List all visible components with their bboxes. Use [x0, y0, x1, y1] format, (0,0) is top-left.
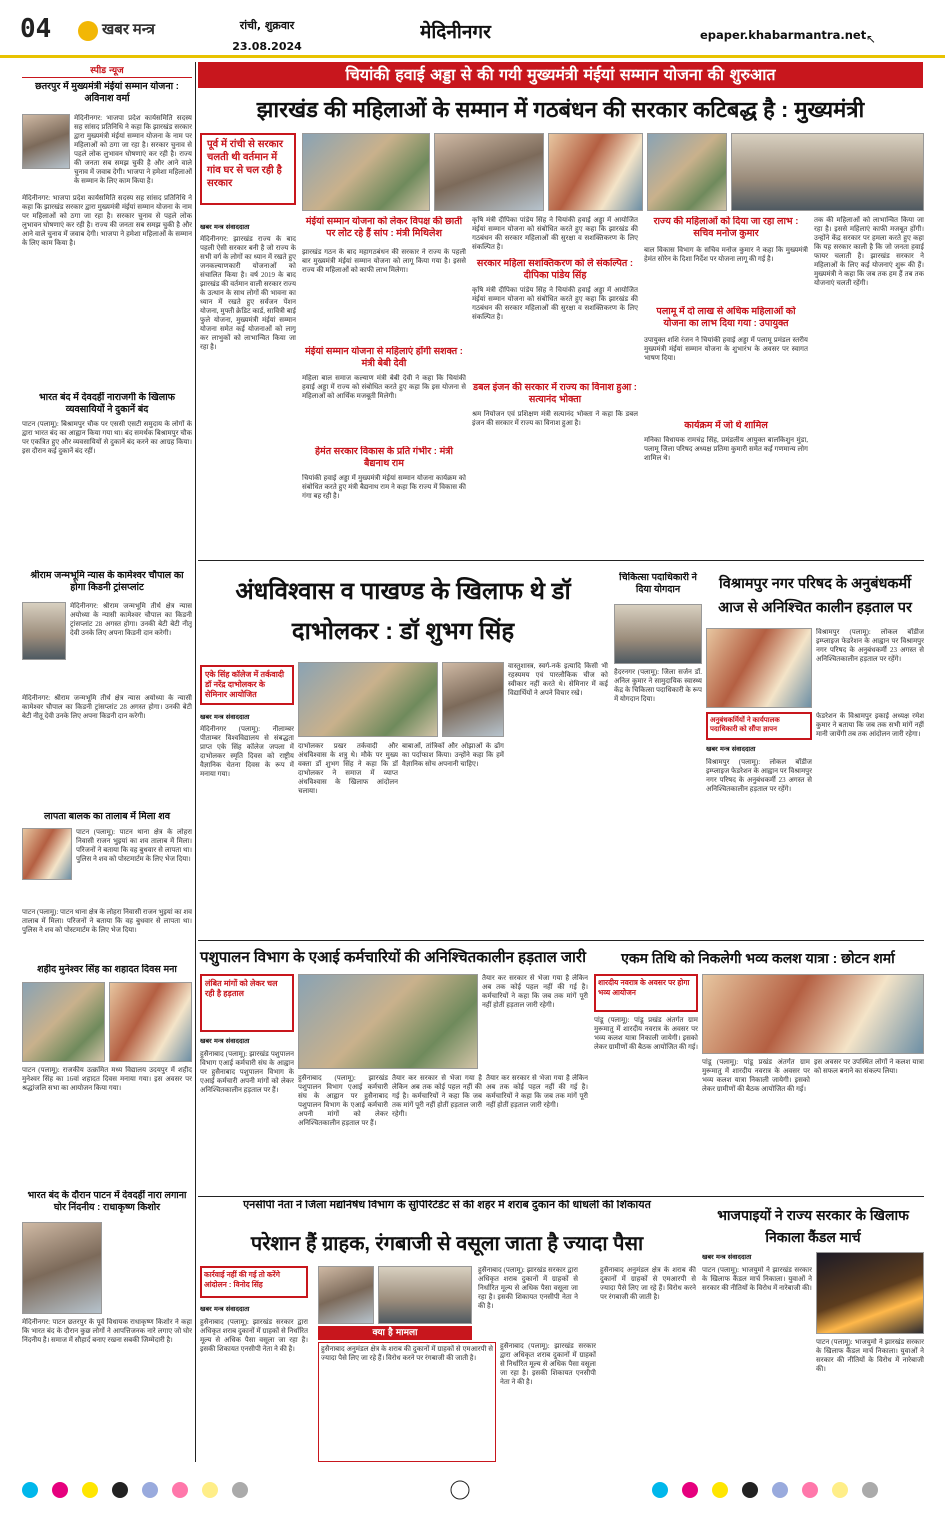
- registration-dot: [772, 1482, 788, 1498]
- photo-caption: अनुबंधकर्मियों ने कार्यपालक पदाधिकारी को सौंपा ज्ञापन: [706, 712, 812, 740]
- byline: खबर मन्त्र संवाददाता: [200, 713, 250, 721]
- headline: भारत बंद के दौरान पाटन में देवदहीं नारा लगाना घोर निंदनीय : राधाकृष्ण किशोर: [27, 1190, 187, 1213]
- registration-dot: [172, 1482, 188, 1498]
- article-body: महिला बाल समाज कल्याण मंत्री बेबी देवी ने कहा कि चियांकी हवाई अड्डा में राज्य को संबोधित करते हुए कहा कि इस योजना से महिलाओं को आर्थिक मजबूती मिलेगी।: [302, 374, 466, 400]
- article-body: मेदिनीनगर: भाजपा प्रदेश कार्यसमिति सदस्य सह सांसद प्रतिनिधि ने कहा कि झारखंड सरकार द्वारा मुख्यमंत्री मंईयां सम्मान योजना के नाम पर महिलाओं को ठगा जा रहा है। सरकार चुनाव से पहले लोक लुभावन घोषणाएं कर रही है। राज्य की जनता सब समझ चुकी है और आने वाले चुनाव में जवाब देगी। भाजपा ने हमेशा महिलाओं के सम्मान के लिए काम किया है।: [74, 114, 192, 185]
- registration-dot: [232, 1482, 248, 1498]
- crosshair-icon: [451, 1481, 469, 1499]
- article-body: तैयार कर सरकार से भेजा गया है लेकिन अब तक कोई पहल नहीं की गई है। कर्मचारियों ने कहा कि जब तक मांगें पूरी नहीं होतीं हड़ताल जारी रहेगी।: [486, 1074, 588, 1109]
- registration-dot: [142, 1482, 158, 1498]
- article-body: वास्तुशास्त्र, स्वर्ग-नर्क इत्यादि किसी भी रहस्यमय एवं पारलौकिक चीज को स्वीकार नहीं करते थे। सेमिनार में कई विद्यार्थियों ने अपने विचार रखे।: [508, 662, 608, 697]
- print-registration: [20, 1478, 925, 1502]
- pull-quote: एके सिंह कॉलेज में तर्कवादी डॉ नरेंद्र दाभोलकर के सेमिनार आयोजित: [200, 665, 294, 705]
- article-body: बाबाओं, तांत्रिकों और ओझाओं के ढोंग का पर्दाफाश किया। उन्होंने कहा कि हमें वैज्ञानिक सोच अपनानी चाहिए।: [402, 742, 504, 768]
- speed-news-tag: स्पीड न्यूज: [22, 64, 192, 78]
- sub-headline: मंईयां सम्मान योजना से महिलाएं होंगी सशक्त : मंत्री बेबी देवी: [305, 346, 463, 369]
- sub-headline: पलामू में दो लाख से अधिक महिलाओं को योजना का लाभ दिया गया : उपायुक्त: [656, 306, 796, 329]
- article-body: कृषि मंत्री दीपिका पांडेय सिंह ने चियांकी हवाई अड्डा में आयोजित मंईयां सम्मान योजना को संबोधित करते हुए कहा कि झारखंड की गठबंधन की सरकार महिलाओं की सुरक्षा व सशक्तिकरण के लिए संकल्पित है।: [472, 286, 638, 321]
- registration-dot: [712, 1482, 728, 1498]
- article-body: पाटन (पलामू): भाजयुमो ने झारखंड सरकार के खिलाफ कैंडल मार्च निकाला। युवाओं ने सरकार की नीतियों के विरोध में नारेबाजी की।: [816, 1338, 924, 1373]
- left-column: [22, 62, 192, 1462]
- article-body: हुसैनाबाद (पलामू): झारखंड पशुपालन विभाग एआई कर्मचारी संघ के आह्वान पर हुसैनाबाद पशुपालन विभाग के एआई कर्मचारी अपनी मांगों को लेकर अनिश्चितकालीन हड़ताल पर हैं।: [298, 1074, 388, 1127]
- article-body: उपायुक्त शशि रंजन ने चियांकी हवाई अड्डा में पलामू प्रमंडल स्तरीय मुख्यमंत्री मंईयां सम्मान योजना के शुभारंभ के अवसर पर स्वागत भाषण दिया।: [644, 336, 808, 362]
- article-body: तक की महिलाओं को लाभान्वित किया जा रहा है। इससे महिलाएं काफी मजबूत होंगी। उन्होंने केंद्र सरकार पर हमला करते हुए कहा कि यह सरकार काली है कि जो जनता हवाई फायर चलाती है। झारखंड सरकार ने महिलाओं के लिए कई योजनाएं शुरू की हैं। मुख्यमंत्री ने कहा कि जब तक हम हैं तब तक योजनाएं चलती रहेंगी।: [814, 216, 924, 287]
- article-body: बाल विकास विभाग के सचिव मनोज कुमार ने कहा कि मुख्यमंत्री हेमंत सोरेन के दिशा निर्देश पर योजना लागू की गई है।: [644, 246, 808, 263]
- article-body: हुसैनाबाद अनुमंडल क्षेत्र के शराब की दुकानों में ग्राहकों से एमआरपी से ज्यादा पैसे लिए जा रहे हैं। विरोध करने पर रंगबाजी की जाती है।: [318, 1342, 496, 1462]
- person-photo: [318, 1266, 374, 1324]
- person-photo: [22, 114, 70, 169]
- article-body: हुसैनाबाद (पलामू): झारखंड सरकार द्वारा अधिकृत शराब दुकानों में ग्राहकों से निर्धारित मूल्य से अधिक पैसा वसूला जा रहा है। इसकी शिकायत एनसीपी नेता ने की है।: [478, 1266, 578, 1310]
- article-body: हुसैनाबाद अनुमंडल क्षेत्र के शराब की दुकानों में ग्राहकों से एमआरपी से ज्यादा पैसे लिए जा रहे हैं। विरोध करने पर रंगबाजी की जाती है।: [600, 1266, 696, 1301]
- article-body: फेडरेशन के विश्रामपुर इकाई अध्यक्ष रमेश कुमार ने बताया कि जब तक सभी मांगें नहीं मानी जायेंगी तब तक आंदोलन जारी रहेगा।: [816, 712, 924, 738]
- registration-dot: [112, 1482, 128, 1498]
- article-body: इस अवसर पर उपस्थित लोगों ने कलश यात्रा को सफल बनाने का संकल्प लिया।: [814, 1058, 924, 1075]
- event-photo: [434, 133, 544, 211]
- section-divider: [198, 1196, 924, 1197]
- article-body: पांडू (पलामू): पांडू प्रखंड अंतर्गत ग्राम मुरूमातु में शारदीय नवरात्र के अवसर पर भव्य कलश यात्रा निकाली जायेगी। इसको लेकर ग्रामीणों की बैठक आयोजित की गई।: [594, 1016, 698, 1051]
- article-body: श्रम नियोजन एवं प्रशिक्षण मंत्री सत्यानंद भोक्ता ने कहा कि डबल इंजन की सरकार में राज्य का विनाश हुआ है।: [472, 410, 638, 427]
- pull-quote: शारदीय नवरात्र के अवसर पर होगा भव्य आयोजन: [594, 974, 698, 1012]
- byline: खबर मन्त्र संवाददाता: [702, 1253, 752, 1261]
- registration-dot: [862, 1482, 878, 1498]
- article-body: मेदिनीनगर: पाटन छतरपुर के पूर्व विधायक राधाकृष्ण किशोर ने कहा कि भारत बंद के दौरान कुछ लोगों ने आपत्तिजनक नारे लगाए जो घोर निंदनीय है। समाज में सौहार्द बनाए रखना सबकी जिम्मेदारी है।: [22, 1318, 192, 1344]
- article-body: हुसैनाबाद (पलामू): झारखंड सरकार द्वारा अधिकृत शराब दुकानों में ग्राहकों से निर्धारित मूल्य से अधिक पैसा वसूला जा रहा है। इसकी शिकायत एनसीपी नेता ने की है।: [500, 1342, 596, 1386]
- person-photo: [22, 602, 66, 660]
- article-body: मेदिनीनगर: श्रीराम जन्मभूमि तीर्थ क्षेत्र न्यास अयोध्या के न्यासी कामेश्वर चौपाल का किडनी ट्रांसप्लांट 28 अगस्त होगा। उनकी बेटी बेटी नीतू देवी उनके लिए अपना किडनी दान करेगी।: [70, 602, 192, 637]
- article-body: मनिका विधायक रामचंद्र सिंह, प्रमंडलीय आयुक्त बालकिशुन मुंडा, पलामू जिला परिषद अध्यक्ष प्रतिमा कुमारी समेत कई गणमान्य लोग शामिल थे।: [644, 436, 808, 462]
- registration-dot: [652, 1482, 668, 1498]
- event-photo: [731, 133, 924, 211]
- registration-dot: [682, 1482, 698, 1498]
- meeting-photo: [702, 974, 924, 1054]
- registration-dot: [202, 1482, 218, 1498]
- article-body: विश्रामपुर (पलामू): लोकल बॉडीज इम्प्लाइज फेडरेशन के आह्वान पर विश्रामपुर नगर परिषद के अनुबंधकर्मी 23 अगस्त से अनिश्चितकालीन हड़ताल पर रहेंगे।: [816, 628, 924, 663]
- article-body: मेदिनीनगर: झारखंड राज्य के बाद पहली ऐसी सरकार बनी है जो राज्य के सभी वर्ग के लोगों का ध्यान में रखते हुए जनकल्याणकारी योजनाओं को संचालित किया है। वर्ष 2019 के बाद झारखंड की वर्तमान वाली सरकार राज्य के उत्थान के साथ लोगों की भावना का ध्यान में रखते हुए सर्वजन पेंशन योजना, मुफ्ती क्रेडिट कार्ड, सावित्री बाई फुले योजना, मुख्यमंत्री मंईयां सम्मान योजना समेत कई योजनाओं को लागू कर लाभुकों को लाभान्वित किया जा रहा है।: [200, 235, 296, 351]
- article-body: मेदिनीनगर (पलामू): नीलाम्बर पीताम्बर विश्वविद्यालय से संबद्धता प्राप्त एके सिंह कॉलेज जपला में दाभोलकर स्मृति दिवस को राष्ट्रीय वैज्ञानिक चेतना दिवस के रूप में मनाया गया।: [200, 725, 294, 778]
- child-photo: [22, 828, 72, 880]
- candle-headline: भाजपाइयों ने राज्य सरकार के खिलाफ निकाला कैंडल मार्च: [717, 1207, 909, 1245]
- strike-headline: विश्रामपुर नगर परिषद के अनुबंधकर्मी आज से अनिश्चित कालीन हड़ताल पर: [718, 576, 912, 616]
- section-title: मेदिनीनगर: [420, 21, 491, 43]
- article-body: तैयार कर सरकार से भेजा गया है लेकिन अब तक कोई पहल नहीं की गई है। कर्मचारियों ने कहा कि जब तक मांगें पूरी नहीं होतीं हड़ताल जारी रहेगी।: [392, 1074, 482, 1118]
- article-body: हुसैनाबाद (पलामू): झारखंड पशुपालन विभाग एआई कर्मचारी संघ के आह्वान पर हुसैनाबाद पशुपालन विभाग के एआई कर्मचारी अपनी मांगों को लेकर अनिश्चितकालीन हड़ताल पर हैं।: [200, 1050, 294, 1094]
- event-photo: [302, 133, 430, 211]
- registration-dot: [832, 1482, 848, 1498]
- vet-strike-photo: [298, 974, 478, 1069]
- sub-headline: डबल इंजन की सरकार में राज्य का विनाश हुआ : सत्यानंद भोक्ता: [473, 382, 637, 405]
- registration-dot: [22, 1482, 38, 1498]
- sub-headline: चिकित्सा पदाधिकारी ने दिया योगदान: [619, 572, 697, 595]
- city-day: रांची, शुक्रवार: [239, 19, 295, 32]
- headline: भारत बंद में देवदहीं नाराजगी के खिलाफ व्यवसायियों ने दुकानें बंद: [39, 392, 175, 415]
- liquor-pre-headline: एनसीपी नेता ने जिला मद्यनिषेध विभाग के सुपिरिटेंडेंट से की शहर में शराब दुकान की धांधली की शिकायत: [243, 1200, 651, 1211]
- kalash-headline: एकम तिथि को निकलेगी भव्य कलश यात्रा : छोटन शर्मा: [621, 950, 895, 966]
- article-body: पाटन (पलामू): पाटन थाना क्षेत्र के लोहरा निवासी राजन भुइयां का शव तालाब में मिला। परिजनों ने बताया कि वह बुधवार से लापता था। पुलिस ने शव को पोस्टमार्टम के लिए भेज दिया।: [76, 828, 192, 863]
- sub-headline: हेमंत सरकार विकास के प्रति गंभीर : मंत्री बैद्यनाथ राम: [315, 446, 453, 469]
- registration-dot: [82, 1482, 98, 1498]
- seminar-photo: [298, 662, 438, 737]
- event-photo: [647, 133, 727, 211]
- headline: लापता बालक का तालाब में मिला शव: [43, 811, 171, 822]
- article-body: दाभोलकर प्रखर तर्कवादी और अंधविश्वास के शत्रु थे। मौके पर मुख्य वक्ता डॉ शुभग सिंह ने कहा कि डॉ दाभोलकर ने समाज में व्याप्त अंधविश्वास के खिलाफ आंदोलन चलाया।: [298, 742, 398, 795]
- article-body: मेदिनीनगर: श्रीराम जन्मभूमि तीर्थ क्षेत्र न्यास अयोध्या के न्यासी कामेश्वर चौपाल का किडनी ट्रांसप्लांट 28 अगस्त होगा। उनकी बेटी बेटी नीतू देवी उनके लिए अपना किडनी दान करेगी।: [22, 694, 192, 720]
- shop-photo: [378, 1266, 472, 1324]
- article-body: पांडू (पलामू): पांडू प्रखंड अंतर्गत ग्राम मुरूमातु में शारदीय नवरात्र के अवसर पर भव्य कलश यात्रा निकाली जायेगी। इसको लेकर ग्रामीणों की बैठक आयोजित की गई।: [702, 1058, 810, 1093]
- headline: शहीद मुनेश्वर सिंह का शहादत दिवस मना: [37, 964, 177, 975]
- article-body: मेदिनीनगर: भाजपा प्रदेश कार्यसमिति सदस्य सह सांसद प्रतिनिधि ने कहा कि झारखंड सरकार द्वारा मुख्यमंत्री मंईयां सम्मान योजना के नाम पर महिलाओं को ठगा जा रहा है। सरकार चुनाव से पहले लोक लुभावन घोषणाएं कर रही है। राज्य की जनता सब समझ चुकी है और आने वाले चुनाव में जवाब देगी। भाजपा ने हमेशा महिलाओं के सम्मान के लिए काम किया है।: [22, 194, 192, 247]
- article-body: हैदरनगर (पलामू): जिला सर्जन डॉ. अनिल कुमार ने सामुदायिक स्वास्थ्य केंद्र के चिकित्सा पदाधिकारी के रूप में योगदान दिया।: [614, 668, 702, 703]
- article-body: तैयार कर सरकार से भेजा गया है लेकिन अब तक कोई पहल नहीं की गई है। कर्मचारियों ने कहा कि जब तक मांगें पूरी नहीं होतीं हड़ताल जारी रहेगी।: [482, 974, 588, 1009]
- sub-headline: कार्यक्रम में जो थे शामिल: [684, 420, 768, 431]
- person-photo: [442, 662, 504, 737]
- top-headline: झारखंड की महिलाओं के सम्मान में गठबंधन की सरकार कटिबद्ध है : मुख्यमंत्री: [256, 97, 865, 122]
- event-photo: [109, 982, 192, 1062]
- dabholkar-headline: अंधविश्वास व पाखण्ड के खिलाफ थे डॉ दाभोलकर : डॉ शुभग सिंह: [235, 578, 571, 645]
- box-caption: क्या है मामला: [318, 1326, 472, 1340]
- headline: छतरपुर में मुख्यमंत्री मंईयां सम्मान योजना : अविनाश वर्मा: [35, 81, 179, 104]
- page-number: 04: [20, 14, 52, 44]
- registration-marks: [20, 1478, 925, 1502]
- article-body: पाटन (पलामू): बिश्रामपुर चौक पर एससी एसटी समुदाय के लोगों के द्वारा भारत बंद का आह्वान किया गया था। बंद समर्थक बिश्रामपुर चौक पर एकत्रित हुए और व्यवसायियों से दुकानें बंद करने का आग्रह किया। इस दौरान कई दुकानें बंद रहीं।: [22, 420, 192, 455]
- article-body: विश्रामपुर (पलामू): लोकल बॉडीज इम्प्लाइज फेडरेशन के आह्वान पर विश्रामपुर नगर परिषद के अनुबंधकर्मी 23 अगस्त से अनिश्चितकालीन हड़ताल पर रहेंगे।: [706, 758, 812, 793]
- vet-headline: पशुपालन विभाग के एआई कर्मचारियों की अनिश्चितकालीन हड़ताल जारी: [200, 949, 586, 966]
- logo-icon: [78, 21, 98, 41]
- byline: खबर मन्त्र संवाददाता: [200, 1037, 250, 1045]
- doctor-photo: [614, 604, 702, 664]
- epaper-link[interactable]: epaper.khabarmantra.net: [700, 28, 867, 42]
- byline: खबर मन्त्र संवाददाता: [200, 1305, 250, 1313]
- article-body: झारखंड गठन के बाद महागठबंधन की सरकार ने राज्य के पहली बार मुख्यमंत्री मंईयां सम्मान योजना को लागू किया गया है। इससे राज्य की महिलाओं को काफी लाभ मिलेगा।: [302, 248, 466, 274]
- sub-headline: राज्य की महिलाओं को दिया जा रहा लाभ : सचिव मनोज कुमार: [653, 216, 799, 239]
- logo: खबर मन्त्र: [78, 20, 183, 42]
- top-banner: चियांकी हवाई अड्डा से की गयी मुख्यमंत्री मंईयां सम्मान योजना की शुरुआत: [198, 62, 923, 88]
- sub-headline: सरकार महिला सशक्तिकरण को ले संकल्पित : दीपिका पांडेय सिंह: [476, 258, 634, 281]
- article-body: कृषि मंत्री दीपिका पांडेय सिंह ने चियांकी हवाई अड्डा में आयोजित मंईयां सम्मान योजना को संबोधित करते हुए कहा कि झारखंड की गठबंधन की सरकार महिलाओं की सुरक्षा व सशक्तिकरण के लिए संकल्पित है।: [472, 216, 638, 251]
- article-body: पाटन (पलामू): पाटन थाना क्षेत्र के लोहरा निवासी राजन भुइयां का शव तालाब में मिला। परिजनों ने बताया कि वह बुधवार से लापता था। पुलिस ने शव को पोस्टमार्टम के लिए भेज दिया।: [22, 908, 192, 934]
- section-divider: [198, 560, 924, 561]
- column-divider: [195, 62, 196, 1462]
- article-body: चियांकी हवाई अड्डा में मुख्यमंत्री मंईयां सम्मान योजना कार्यक्रम को संबोधित करते हुए मंत्री बैद्यनाथ राम ने कहा कि राज्य में विकास की गंगा बह रही है।: [302, 474, 466, 500]
- registration-dot: [802, 1482, 818, 1498]
- headline: श्रीराम जन्मभूमि न्यास के कामेश्वर चौपाल का होगा किडनी ट्रांसप्लांट: [30, 570, 184, 593]
- byline: खबर मन्त्र संवाददाता: [200, 223, 250, 231]
- cursor-icon: ↖: [866, 32, 877, 46]
- article-body: पाटन (पलामू): राजकीय उत्क्रमित मध्य विद्यालय उदयपुर में शहीद मुनेश्वर सिंह का 16वां शहादत दिवस मनाया गया। इस अवसर पर श्रद्धांजलि सभा का आयोजन किया गया।: [22, 1066, 192, 1092]
- pull-quote: लंबित मांगों को लेकर चल रही है हड़ताल: [200, 974, 294, 1032]
- liquor-headline: परेशान हैं ग्राहक, रंगबाजी से वसूला जाता है ज्यादा पैसा: [250, 1233, 644, 1255]
- candle-march-photo: [816, 1252, 924, 1334]
- pull-quote: पूर्व में रांची से सरकार चलती थी वर्तमान में गांव घर से चल रही है सरकार: [200, 133, 296, 205]
- section-divider: [198, 940, 924, 941]
- byline: खबर मन्त्र संवाददाता: [706, 745, 756, 753]
- masthead: [0, 0, 945, 58]
- sub-headline: मंईयां सम्मान योजना को लेकर विपक्ष की छाती पर लोट रहे हैं सांप : मंत्री मिथिलेश: [305, 216, 463, 239]
- strike-photo: [706, 628, 812, 708]
- registration-dot: [52, 1482, 68, 1498]
- pull-quote: कार्रवाई नहीं की गई तो करेंगे आंदोलन : विनोद सिंह: [200, 1266, 308, 1298]
- date: 23.08.2024: [232, 40, 302, 53]
- person-photo: [22, 1222, 102, 1314]
- event-photo: [22, 982, 105, 1062]
- registration-dot: [742, 1482, 758, 1498]
- article-body: पाटन (पलामू): भाजयुमो ने झारखंड सरकार के खिलाफ कैंडल मार्च निकाला। युवाओं ने सरकार की नीतियों के विरोध में नारेबाजी की।: [702, 1266, 812, 1292]
- article-body: हुसैनाबाद (पलामू): झारखंड सरकार द्वारा अधिकृत शराब दुकानों में ग्राहकों से निर्धारित मूल्य से अधिक पैसा वसूला जा रहा है। इसकी शिकायत एनसीपी नेता ने की है।: [200, 1318, 308, 1353]
- event-photo: [548, 133, 643, 211]
